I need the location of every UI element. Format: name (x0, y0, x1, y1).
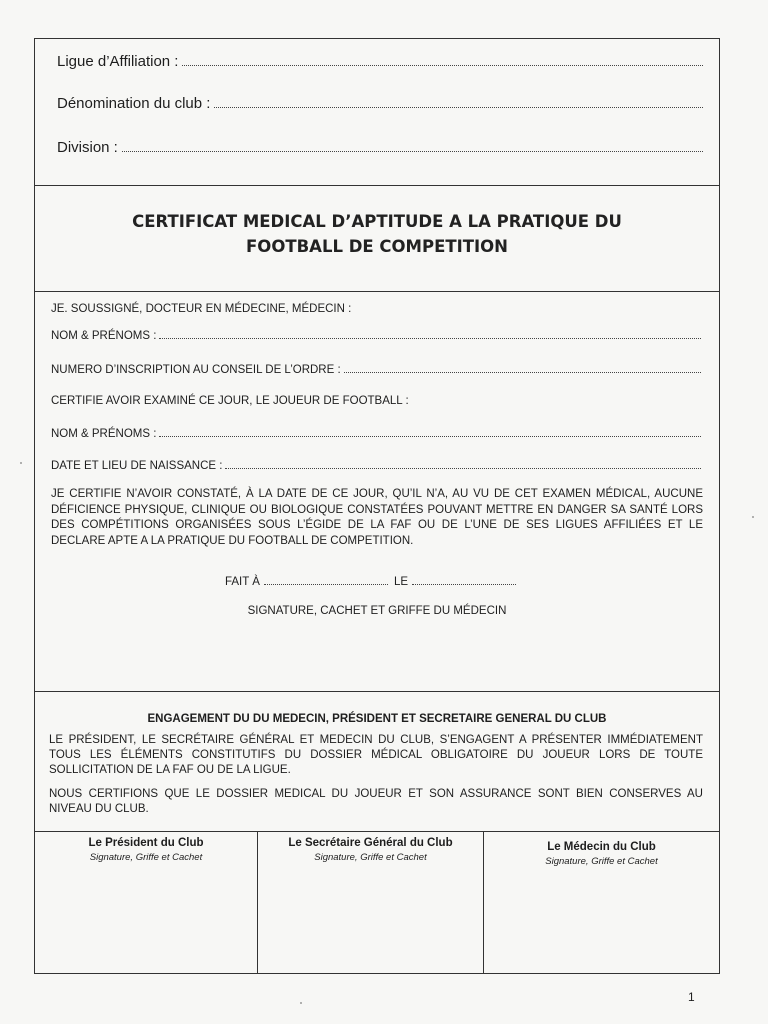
doctor-name-field[interactable] (51, 329, 701, 342)
registration-dotted-line (344, 363, 701, 373)
medical-certificate-form (34, 38, 720, 974)
title-section (35, 185, 719, 292)
player-name-field[interactable] (51, 427, 701, 440)
division-dotted-line (122, 139, 703, 152)
ligue-dotted-line (182, 53, 703, 66)
registration-label: NUMERO D’INSCRIPTION AU CONSEIL DE L’ORDRE : (51, 364, 341, 376)
club-name-field[interactable] (57, 95, 703, 112)
place-dotted-line (264, 575, 388, 585)
examined-statement (51, 395, 701, 407)
certificate-section (35, 291, 719, 692)
doctor-club-signature-subtitle: Signature, Griffe et Cachet (545, 856, 658, 867)
page-number: 1 (688, 990, 695, 1004)
engagement-paragraph-2: NOUS CERTIFIONS QUE LE DOSSIER MEDICAL DU JOUEUR ET SON ASSURANCE SONT BIEN CONSERVES AU NIVEAU DU CLUB. (49, 788, 703, 815)
birth-dotted-line (225, 459, 701, 469)
president-signature-box[interactable] (35, 831, 257, 973)
examined-text: CERTIFIE AVOIR EXAMINÉ CE JOUR, LE JOUEUR DE FOOTBALL : (51, 395, 409, 407)
document-title (35, 209, 719, 259)
certification-statement: JE CERTIFIE N’AVOIR CONSTATÉ, À LA DATE DE CE JOUR, QU’IL N’A, AU VU DE CET EXAMEN MÉDICAL, AUCUNE DÉFICIENCE PHYSIQUE, CLINIQUE OU BIOLOGIQUE CONSTATÉES POUVANT METTRE EN DANGER SA SANTÉ LORS DES COMPÉTITIONS ORGANISÉES SOUS L’ÉGIDE DE LA FAF OU DE L’UNE DE SES LIGUES AFFILIÉES ET LE DECLARE APTE A LA PRATIQUE DU FOOTBALL DE COMPETITION. (51, 488, 703, 547)
engagement-paragraph-1: LE PRÉSIDENT, LE SECRÉTAIRE GÉNÉRAL ET MEDECIN DU CLUB, S’ENGAGENT A PRÉSENTER IMMÉDIATEMENT TOUS LES ÉLÉMENTS CONSTITUTIFS DU DOSSIER MÉDICAL OBLIGATOIRE DU JOUEUR LORS DE TOUTE SOLLICITATION DE LA FAF OU DE LA LIGUE. (49, 734, 703, 776)
player-name-dotted-line (159, 427, 701, 437)
president-signature-subtitle: Signature, Griffe et Cachet (89, 852, 203, 863)
secretary-signature-box[interactable] (257, 831, 483, 973)
engagement-section (35, 691, 719, 832)
fait-label: FAIT À (225, 576, 260, 588)
secretary-signature-subtitle: Signature, Griffe et Cachet (314, 852, 427, 863)
engagement-title: ENGAGEMENT DU DU MEDECIN, PRÉSIDENT ET SECRETAIRE GENERAL DU CLUB (147, 713, 607, 725)
date-dotted-line (412, 575, 516, 585)
club-info-section (35, 39, 719, 186)
scan-speck (20, 462, 22, 464)
registration-field[interactable] (51, 363, 701, 376)
president-role: Le Président du Club (88, 837, 204, 849)
title-line-1: CERTIFICAT MEDICAL D’APTITUDE A LA PRATIQUE DU (132, 212, 622, 231)
birth-field[interactable] (51, 459, 701, 472)
doctor-intro (51, 303, 701, 315)
le-label: LE (393, 576, 409, 588)
doctor-signature-label: SIGNATURE, CACHET ET GRIFFE DU MÉDECIN (247, 605, 507, 617)
ligue-label: Ligue d’Affiliation : (57, 53, 179, 70)
doctor-intro-text: JE. SOUSSIGNÉ, DOCTEUR EN MÉDECINE, MÉDECIN : (51, 303, 352, 315)
place-date-field[interactable] (225, 575, 516, 588)
club-name-label: Dénomination du club : (57, 95, 211, 112)
title-line-2: FOOTBALL DE COMPETITION (246, 237, 508, 256)
signatures-section (35, 831, 719, 973)
division-field[interactable] (57, 139, 703, 156)
ligue-field[interactable] (57, 53, 703, 70)
doctor-club-role: Le Médecin du Club (547, 841, 656, 853)
club-name-dotted-line (214, 95, 703, 108)
division-label: Division : (57, 139, 118, 156)
doctor-name-dotted-line (159, 329, 701, 339)
secretary-role: Le Secrétaire Général du Club (288, 837, 453, 849)
doctor-club-signature-box[interactable] (483, 831, 719, 973)
scan-speck (752, 516, 754, 518)
scan-speck (300, 1002, 302, 1004)
birth-label: DATE ET LIEU DE NAISSANCE : (51, 460, 223, 472)
doctor-name-label: NOM & PRÉNOMS : (51, 330, 157, 342)
player-name-label: NOM & PRÉNOMS : (51, 428, 157, 440)
